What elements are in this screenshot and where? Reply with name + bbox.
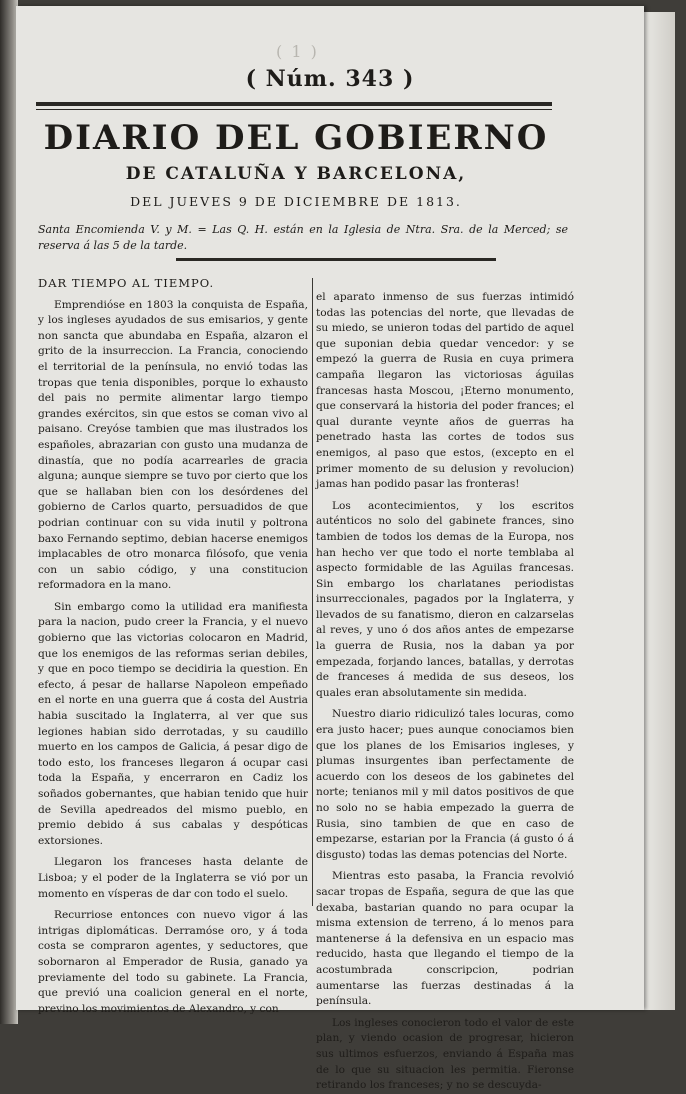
column-left: [38, 276, 308, 1015]
paragraph: Emprendióse en 1803 la conquista de España, y los ingleses ayudados de sus emisarios, y gente non sancta que abundaba en España, alzaron el grito de la insurreccion. La Francia, conociendo el territorial de la península, no envió todas las tropas que tenia disponibles, porque lo exhausto del pais no permite alimentar largo tiempo grandes exércitos, sin que estos se coman vivo al paisano. Creyóse tambien que mas ilustrados los españoles, abrazarian con gusto una mudanza de dinastía, que no podía acarrearles de gracia alguna; aunque siempre se tuvo por cierto que los que se hallaban bien con los desórdenes del gobierno de Carlos quarto, persuadidos de que podrian continuar con su vida inutil y poltrona baxo Fernando septimo, debian hacerse enemigos implacables de otro monarca filósofo, que venia con un sabio código, y una constitucion reformadora en la mano.: [38, 298, 308, 592]
paragraph: el aparato inmenso de sus fuerzas intimidó todas las potencias del norte, que llevadas de su miedo, se unieron todas del partido de aquel que suponian debia quedar vencedor: y se empezó la guerra de Rusia en cuya primera campaña llegaron las victoriosas águilas francesas hasta Moscou, ¡Eterno monumento, que conservará la historia del poder frances; el qual durante veynte años de guerras ha penetrado hasta las cortes de todos sus enemigos, al paso que estos, (excepto en el primer momento de su delusion y revolucion) jamas han podido pasar las fronteras!: [316, 291, 574, 491]
masthead-rule-thin: [36, 109, 552, 110]
issue-number: ( Núm. 343 ): [245, 66, 415, 92]
paragraph: Nuestro diario ridiculizó tales locuras, como era justo hacer; pues aunque conociamos bien que los planes de los Emisarios ingleses, y plumas insurgentes iban perfectamente de acuerdo con los deseos de los gabinetes del norte; tenianos mil y mil datos positivos de que no solo no se habia empezado la guerra de Rusia, sino tambien de que en caso de empezarse, estarian por la Francia (á gusto ó á disgusto) todas las demas potencias del Norte.: [316, 708, 574, 861]
column-divider: [312, 278, 313, 906]
paragraph: Sin embargo como la utilidad era manifiesta para la nacion, pudo creer la Francia, y el nuevo gobierno que las victorias colocaron en Madrid, que los enemigos de las reformas serian debiles, y que en poco tiempo se decidiria la question. En efecto, á pesar de hallarse Napoleon empeñado en el norte en una guerra que á costa del Austria habia suscitado la Inglaterra, al ver que sus legiones habian sido derrotadas, y su caudillo muerto en los campos de Galicia, á pesar digo de todo esto, los franceses llegaron á ocupar casi toda la España, y encerraron en Cadiz los soñados gobernantes, que habian tenido que huir de Sevilla apedreados del mismo pueblo, en premio debido á sus cabalas y despóticas extorsiones.: [38, 600, 308, 847]
masthead-rule-top: [36, 102, 552, 106]
column-right: [316, 290, 574, 1092]
religious-notice: Santa Encomienda V. y M. = Las Q. H. están en la Iglesia de Ntra. Sra. de la Merced; se reserva á las 5 de la tarde.: [38, 223, 568, 252]
paragraph: Los ingleses conocieron todo el valor de este plan, y viendo ocasion de progresar, hicieron sus ultimos esfuerzos, enviando á España mas de lo que su situacion les permitia. Fieronse retirando los franceses; y no se descuyda-: [316, 1016, 574, 1092]
section-rule: [176, 258, 496, 261]
article-title: DAR TIEMPO AL TIEMPO.: [38, 276, 215, 290]
newspaper-subtitle: DE CATALUÑA Y BARCELONA,: [125, 164, 467, 184]
paragraph: Mientras esto pasaba, la Francia revolvió sacar tropas de España, segura de que las que dexaba, bastarian quando no para ocupar la misma extension de terreno, á lo menos para mantenerse á la defensiva en un espacio mas reducido, hasta que llegando el tiempo de la acostumbrada conscripcion, podrian aumentarse las fuerzas destinadas á la península.: [316, 870, 574, 1008]
issue-date: DEL JUEVES 9 DE DICIEMBRE DE 1813.: [130, 194, 462, 209]
bleed-through-text: ( 1 ): [276, 42, 319, 61]
paragraph: Recurriose entonces con nuevo vigor á las intrigas diplomáticas. Derramóse oro, y á toda costa se compraron agentes, y seductores, que sobornaron al Emperador de Rusia, ganado ya previamente del todo su gabinete. La Francia, que previó una coalicion general en el norte, previno los movimientos de Alexandro, y con: [38, 909, 308, 1015]
newspaper-page: [16, 6, 644, 1092]
paragraph: Los acontecimientos, y los escritos auténticos no solo del gabinete frances, sino tambien de todos los demas de la Europa, nos han hecho ver que todo el norte temblaba al aspecto formidable de las Aguilas francesas. Sin embargo los charlatanes periodistas insurreccionales, pagados por la Inglaterra, y llevados de su fanatismo, dieron en calzarselas al reves, y uno ó dos años antes de empezarse la guerra de Rusia, nos la daban ya por empezada, forjando lances, batallas, y derrotas de franceses á medida de sus deseos, los quales eran absolutamente sin medida.: [316, 499, 574, 699]
newspaper-title: DIARIO DEL GOBIERNO: [43, 118, 549, 158]
paragraph: Llegaron los franceses hasta delante de Lisboa; y el poder de la Inglaterra se vió por un momento en vísperas de dar con todo el suelo.: [38, 856, 308, 900]
